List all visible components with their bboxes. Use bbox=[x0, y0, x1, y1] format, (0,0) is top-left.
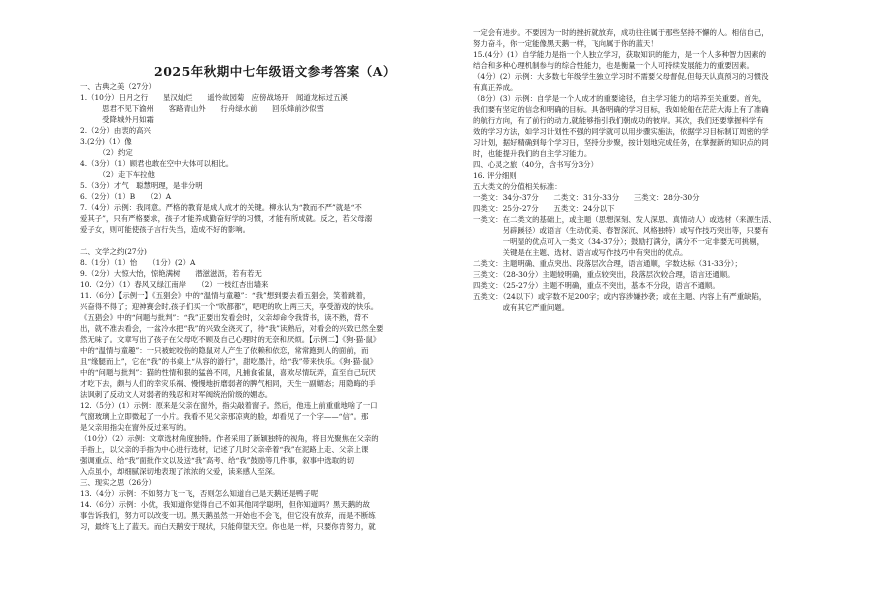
text-line: 4.（3分）（1）顾君也敢在空中大体可以相比。 bbox=[80, 159, 234, 168]
text-line: 入点虽小，却细腻深切地表现了浓浓的父爱，读来感人至深。 bbox=[80, 467, 280, 476]
text-line: 16. 评分细则 bbox=[473, 171, 517, 180]
text-line: 二类文：主题明确、重点突出、段落层次合理，语言通顺，字数达标（31-33分）； bbox=[473, 259, 742, 268]
text-line: （2）走下车拉他 bbox=[80, 170, 155, 179]
text-line: （10分）（2）示例：文章选材角度独特。作者采用了新颖独特的视角，将目光聚焦在父亲的 bbox=[80, 434, 379, 443]
text-line: 6.（2分）（1）B （2）A bbox=[80, 192, 172, 201]
text-line: 9.（2分）大惊大怡，惊艳满树 潜滋滋沥，若有若无 bbox=[80, 269, 262, 278]
text-line: 11.（6分）【示例一】《五猖会》中的“温情与童趣”：“我”想到要去看五猖会，笑着跳着， bbox=[80, 291, 371, 300]
text-line: 的航行方向，有了前行的动力,就能够指引我们朝成功的彼岸。其次，我们还要掌握科学有 bbox=[473, 116, 764, 125]
text-line: （8分）(3）示例：自学是一个人成才的重要途径，自主学习能力的培养至关重要。首先， bbox=[473, 94, 767, 103]
document-title: 2025年秋期中七年级语文参考答案（A） bbox=[154, 64, 396, 79]
text-line: 五大类文的分值相关标准： bbox=[473, 182, 562, 191]
text-line: 四类文：（25-27分）主题不明确，重点不突出，基本不分段，语言不通顺。 bbox=[473, 281, 720, 290]
text-line: 5.（3分）才气 聪慧明理，是非分明 bbox=[80, 181, 203, 190]
text-line: 事告诉我们，努力可以改变一切。黑天鹅虽然一开始也不会飞，但它没有放弃，而是不断练 bbox=[80, 511, 376, 520]
text-line: 四类文：25分-27分 五类文：24分以下 bbox=[473, 204, 615, 213]
text-line: 一、古典之美（27分） bbox=[80, 82, 156, 91]
text-line: 3.(2分)（1）像 bbox=[80, 137, 132, 146]
text-line: 出，就不准去看会，一盆冷水把“我”的兴致全浇灭了，待“我”读熟后，对看会的兴致已然全要 bbox=[80, 324, 384, 333]
text-line: 习，最终飞上了蓝天。而白天鹅安于现状，只能仰望天空。你也是一样，只要你肯努力，就 bbox=[80, 522, 376, 531]
text-line: 15.(4分）(1）自学能力是指一个人独立学习，获取知识的能力，是一个人多种智力因素的 bbox=[473, 50, 766, 59]
text-line: 一定会有进步。不要因为一时的挫折就放弃，成功往往属于那些坚持不懈的人。相信自己， bbox=[473, 28, 769, 37]
text-line: 8.（1分）（1）怡 （1分）(2）A bbox=[80, 258, 196, 267]
text-line: 我们要有坚定的信念和明确的目标。具备明确的学习目标，我如轮船在茫茫大海上有了准确 bbox=[473, 105, 769, 114]
text-line: 1.（10分）日月之行 星汉灿烂 遥怜故园菊 应傍战场开 闻道龙标过五溪 bbox=[80, 93, 348, 102]
text-line: 且“缘腿而上”，它在“我”的书桌上“从容的游行”，甜吃墨汁，给“我”带来快乐。《狗·猫·鼠》 bbox=[80, 357, 378, 366]
text-line: 结合和多种心理机制参与的综合性能力，也是衡量一个人可持续发展能力的重要因素。 bbox=[473, 61, 754, 70]
text-line: 气窗玻璃上立即微起了一小片。我看不见父亲那凉爽的脸，却看见了一个字——“信”。那 bbox=[80, 412, 369, 421]
text-line: 10.（2分）（1）春风又绿江南岸 （2）一枝红杏出墙来 bbox=[80, 280, 269, 289]
text-line: 另辟蹊径）或语言（生动优美、春智深沉、风格独特）或写作技巧突出等，只要有 bbox=[473, 226, 769, 235]
text-line: 有真正养成。 bbox=[473, 83, 518, 92]
text-line: 二、文学之约(27分) bbox=[80, 247, 147, 256]
text-line: 兴奋得不得了；迎神赛会时,孩子们买一个“吹都都”，吧吧的吹上两三天，享受游戏的快乐。 bbox=[80, 302, 379, 311]
text-line: 关键是在主题、选材、语言或写作技巧中有突出的优点。 bbox=[473, 248, 688, 257]
text-line: 法讽刺了反动文人对弱者的残忍和对军阀统治阶级的媚态。 bbox=[80, 390, 273, 399]
text-line: 爱其子”，只有严格要求，孩子才能养成勤奋好学的习惯，才能有所成就。反之，若父母溺 bbox=[80, 214, 373, 223]
text-line: 中的“温情与童趣”：一只被蛇咬伤的隐鼠对人产生了依赖和依恋，常常跑到人的面前，而 bbox=[80, 346, 369, 355]
text-line: 然无味了。文章写出了孩子在父母吃不顾及自己心理时的无奈和厌烦。【示例二】《狗·猫·鼠》 bbox=[80, 335, 381, 344]
text-line: 强调重点、给“我”面批作文以及送“我”高考、给“我”鼓励等几件事，叙事中选取的切 bbox=[80, 456, 354, 465]
text-line: 13.（4分）示例：不如努力飞一飞，否则怎么知道自己是天鹅还是鸭子呢 bbox=[80, 489, 319, 498]
text-line: 14.（6分）示例：小优，我知道你觉得自己不如其他同学聪明，但你知道吗？黑天鹅的故 bbox=[80, 500, 370, 509]
text-line: 或有其它严重问题。 bbox=[473, 303, 570, 312]
text-line: 受降城外月如霜 bbox=[80, 115, 154, 124]
text-line: 中的“问题与批判”：猫的性情和狠的猛兽不同，凡捕食雀鼠，喜欢尽情玩弄，直至自己玩厌 bbox=[80, 368, 376, 377]
text-line: 是父亲用指尖在窗外反过来写的。 bbox=[80, 423, 191, 432]
text-line: 《五猖会》中的“问题与批判”：“我”正要出发看会时，父亲却命令我背书，读不熟，背不 bbox=[80, 313, 369, 322]
text-line: （2）约定 bbox=[80, 148, 133, 157]
text-line: 一明显的优点可入一类文（34-37分）；鼓励打满分，满分不一定非要无可挑剔， bbox=[473, 237, 765, 246]
text-line: 效的学习方法，如学习计划性不强的同学就可以用步骤实施法，依据学习目标制订周密的学 bbox=[473, 127, 769, 136]
text-line: 时，也能提升我们的自主学习能力。 bbox=[473, 149, 592, 158]
text-line: 7.（4分）示例：我同意。严格的教育是成人成才的关键。柳永认为“教而不严”就是“不 bbox=[80, 203, 362, 212]
text-line: 一类文：在二类文的基础上，或主题（思想深刻、发人深思、真情动人）或选材（来源生活、 bbox=[473, 215, 777, 224]
text-line: 三、现实之思（26分） bbox=[80, 478, 156, 487]
text-line: 四、心灵之旅（40分，含书写分3分） bbox=[473, 160, 598, 169]
text-line: 努力奋斗，你一定能像黑天鹅一样，飞向属于你的蓝天！ bbox=[473, 39, 658, 48]
text-line: （4分）(2）示例：大多数七年级学生独立学习时不需要父母督促,但每天认真预习的习惯没 bbox=[473, 72, 769, 81]
text-line: 手指上，以父亲的手指为中心进行选材，记述了几时父亲牵着“我”在泥路上走、父亲上课 bbox=[80, 445, 369, 454]
text-line: 一类文：34分-37分 二类文：31分-33分 三类文：28分-30分 bbox=[473, 193, 700, 202]
text-line: 2.（2分）由衷的高兴 bbox=[80, 126, 151, 135]
text-line: 习计划，据好精确到每个学习日，坚持分步聚，按计划地完成任务，在掌握新的知识点的同 bbox=[473, 138, 769, 147]
text-line: 思君不见下渝州 客路青山外 行舟绿水前 回乐烽前沙似雪 bbox=[80, 104, 324, 113]
text-line: 爱子女，则可能使孩子言行失当，造成不好的影响。 bbox=[80, 225, 250, 234]
text-line: 才吃下去，颇与人们的幸灾乐祸、慢慢地折磨弱者的脾气相同，天生一副媚态；用隐晦的手 bbox=[80, 379, 376, 388]
text-line: 12.（5分）(1）示例：原来是父亲在窗外，指尖敲着窗子。然后，他违上前重重地啥了一口 bbox=[80, 401, 378, 410]
text-line: 五类文：（24以下）或字数不足200字；或内容涉嫌抄袭；或在主题、内容上有严重缺陷， bbox=[473, 292, 767, 301]
text-line: 三类文：（28-30分）主题较明确，重点较突出，段落层次较合理，语言还通顺。 bbox=[473, 270, 735, 279]
